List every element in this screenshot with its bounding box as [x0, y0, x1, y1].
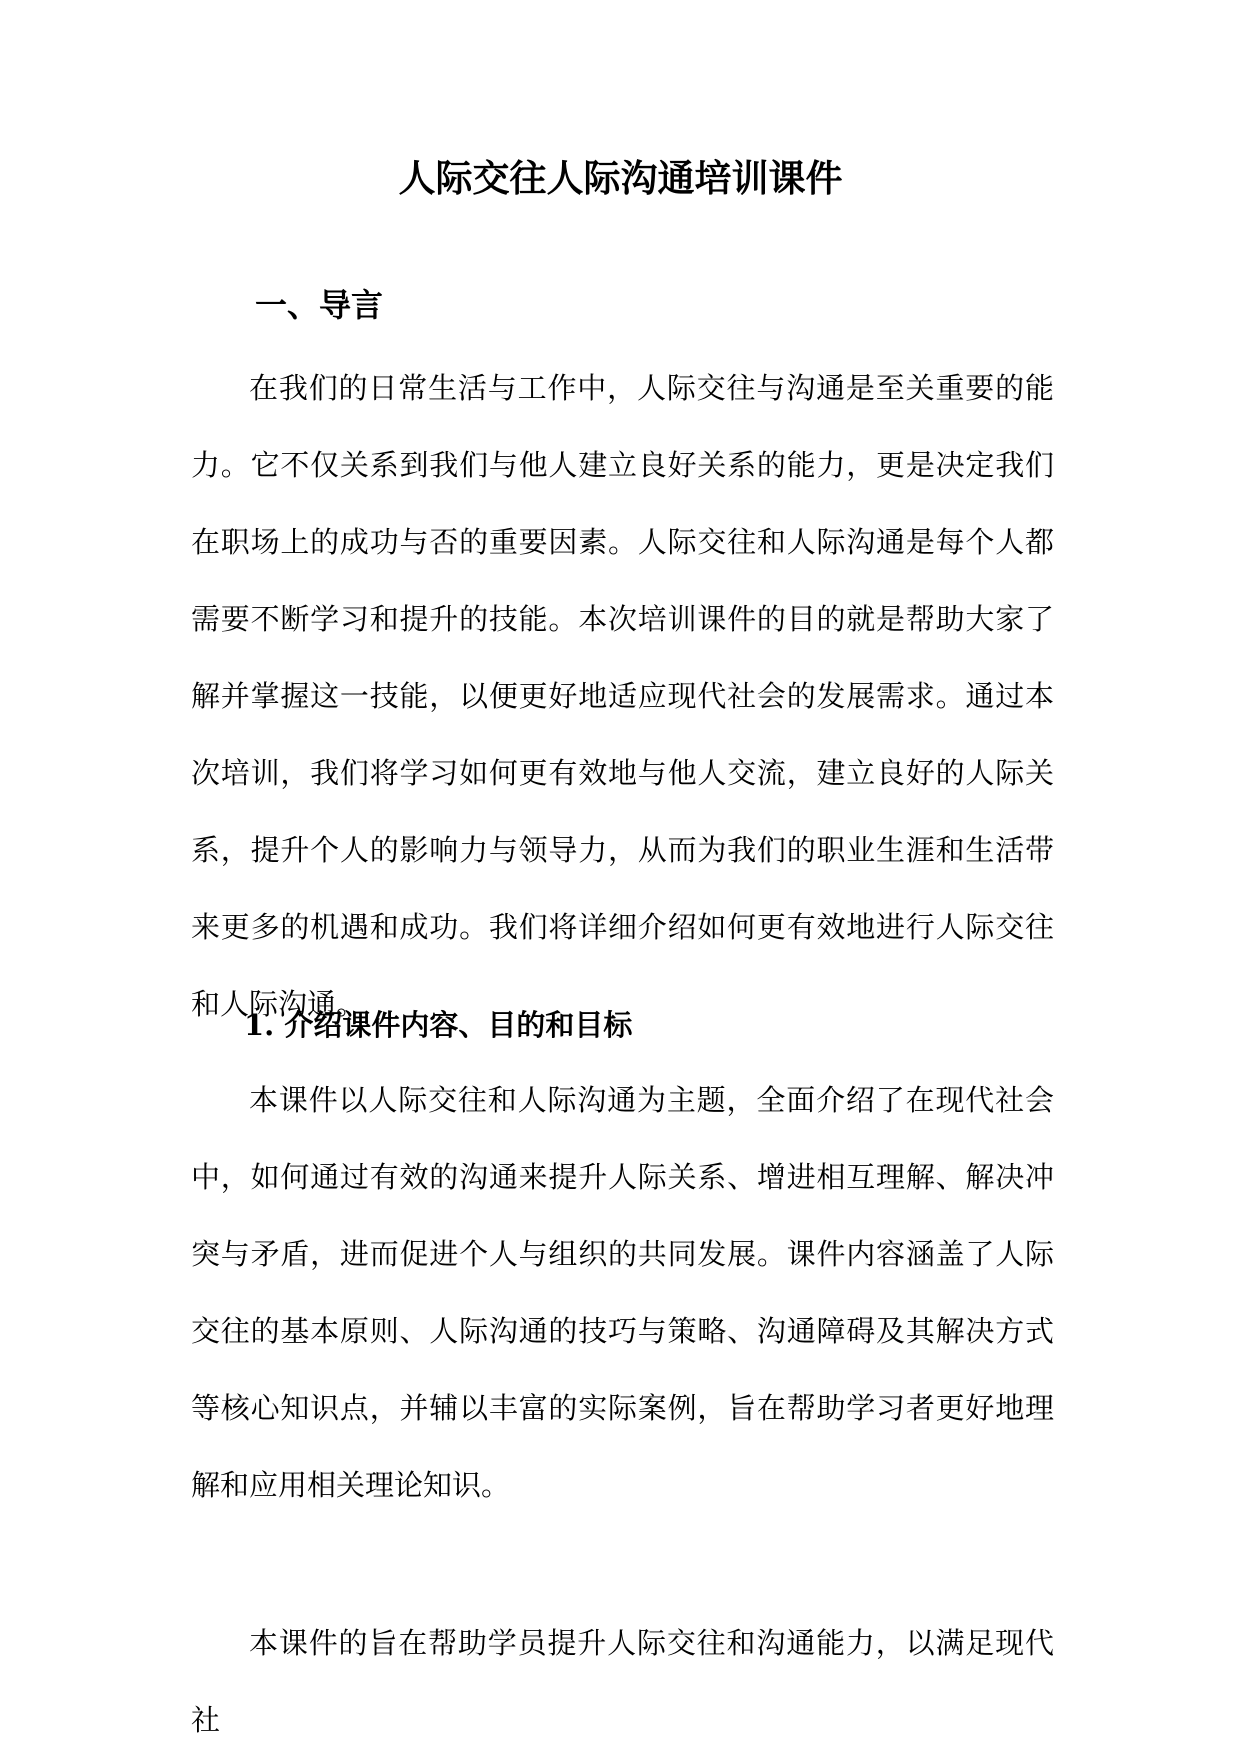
document-title: 人际交往人际沟通培训课件 [398, 156, 843, 200]
course-goal-paragraph: 本课件的旨在帮助学员提升人际交往和沟通能力，以满足现代社 [191, 1626, 1054, 1737]
introduction-paragraph: 在我们的日常生活与工作中，人际交往与沟通是至关重要的能力。它不仅关系到我们与他人建立良好关系的能力，更是决定我们在职场上的成功与否的重要因素。人际交往和人际沟通是每个人都需要不断学习和提升的技能。本次培训课件的目的就是帮助大家了解并掌握这一技能，以便更好地适应现代社会的发展需求。通过本次培训，我们将学习如何更有效地与他人交流，建立良好的人际关系，提升个人的影响力与领导力，从而为我们的职业生涯和生活带来更多的机遇和成功。我们将详细介绍如何更有效地进行人际交往和人际沟通。 [191, 371, 1054, 1021]
subsection-heading-course-content: 1. 介绍课件内容、目的和目标 [244, 1008, 633, 1042]
section-heading-introduction: 一、导言 [255, 286, 384, 324]
course-content-paragraph: 本课件以人际交往和人际沟通为主题，全面介绍了在现代社会中，如何通过有效的沟通来提升人际关系、增进相互理解、解决冲突与矛盾，进而促进个人与组织的共同发展。课件内容涵盖了人际交往的基本原则、人际沟通的技巧与策略、沟通障碍及其解决方式等核心知识点，并辅以丰富的实际案例，旨在帮助学习者更好地理解和应用相关理论知识。 [191, 1083, 1054, 1502]
